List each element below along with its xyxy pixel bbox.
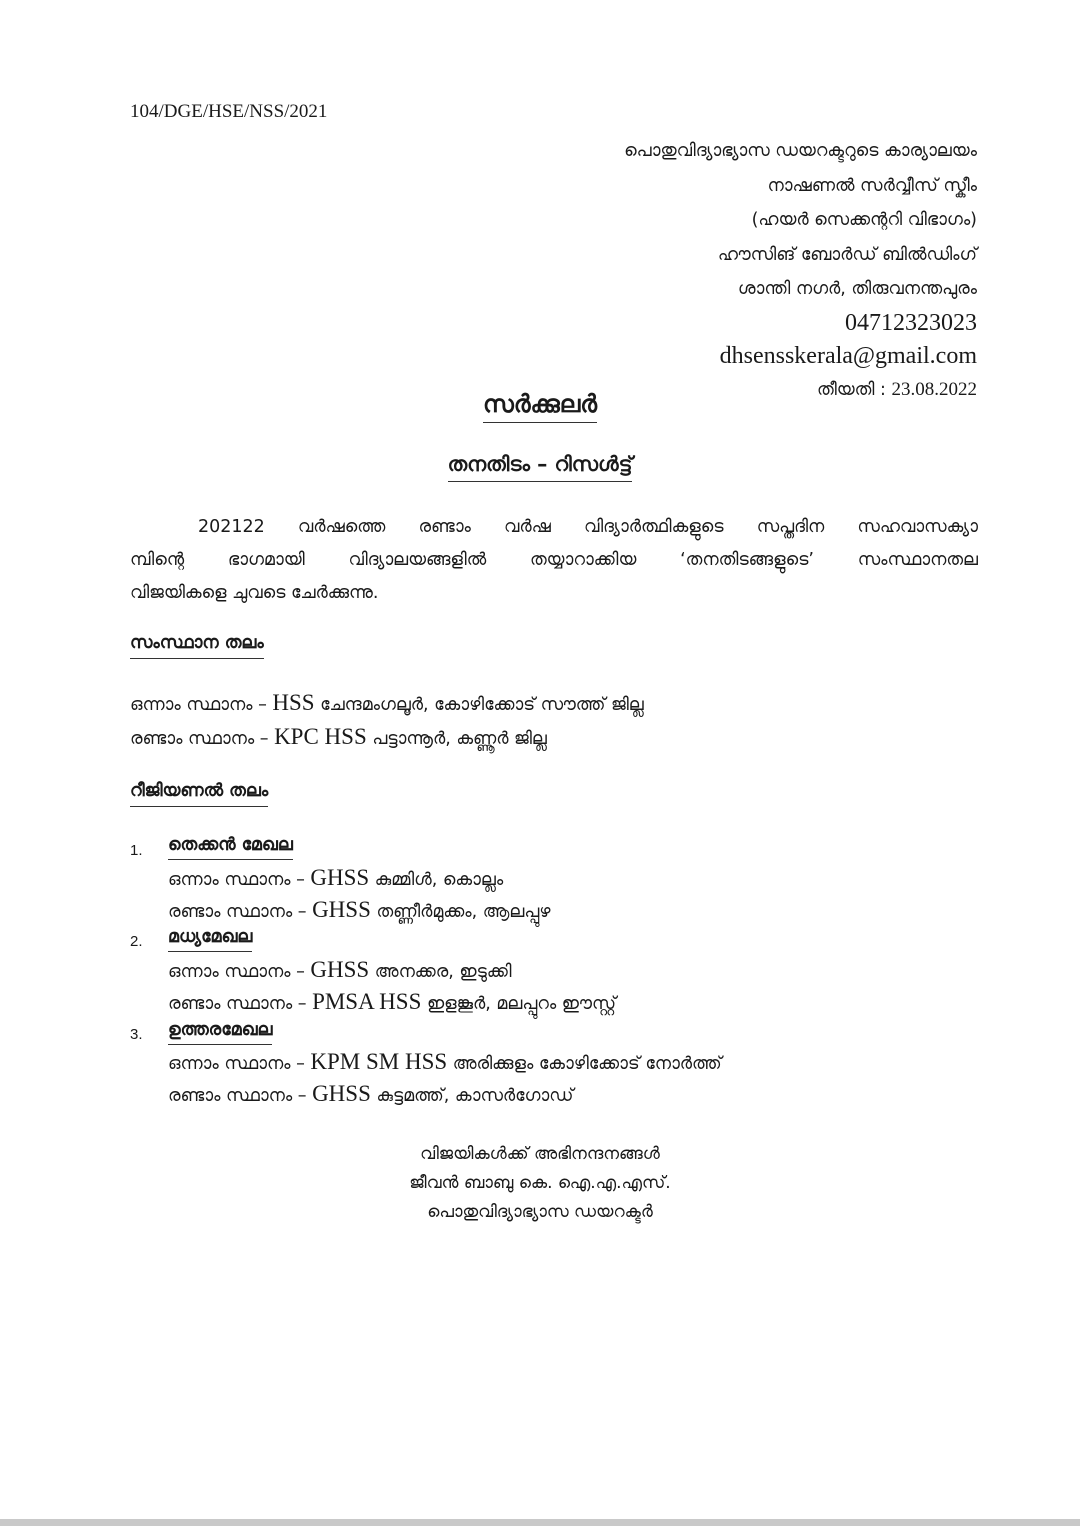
body-line-1: 202122 വർഷത്തെ രണ്ടാം വർഷ വിദ്യാർത്ഥികളുടെ സപ്തദിന സഹവാസക്യാ [198, 517, 978, 537]
region-first-school: GHSS [310, 957, 370, 982]
region-first-place [168, 862, 503, 896]
congratulations-line: വിജയികൾക്ക് അഭിനന്ദനങ്ങൾ [420, 1144, 660, 1164]
address-line-5: ശാന്തി നഗർ, തിരുവനന്തപുരം [737, 279, 977, 299]
reference-number: 104/DGE/HSE/NSS/2021 [130, 101, 328, 122]
region-first-school: KPM SM HSS [310, 1049, 448, 1074]
region-first-label: ഒന്നാം സ്ഥാനം – [168, 962, 311, 982]
region-name: മധ്യമേഖല [168, 927, 252, 952]
region-second-location: തണ്ണീർമുക്കം, ആലപ്പുഴ [370, 902, 551, 922]
signature-block [0, 1140, 1080, 1227]
region-second-school: GHSS [312, 897, 371, 922]
state-first-school: HSS [272, 690, 315, 715]
document-subtitle: തനതിടം – റിസൾട്ട് [448, 452, 633, 482]
region-first-place [168, 1046, 722, 1080]
document-subtitle-wrap [0, 452, 1080, 482]
region-second-label: രണ്ടാം സ്ഥാനം – [168, 1086, 313, 1106]
state-first-location: ചേന്ദമംഗലൂർ, കോഴിക്കോട് സൗത്ത് ജില്ല [314, 695, 644, 715]
address-line-4: ഹൗസിങ് ബോർഡ് ബിൽഡിംഗ് [717, 244, 977, 265]
region-first-label: ഒന്നാം സ്ഥാനം – [168, 870, 311, 890]
region-second-school: GHSS [312, 1081, 371, 1106]
office-address [624, 134, 977, 407]
region-second-location: ഇളങ്കൂർ, മലപ്പുറം ഈസ്റ്റ് [421, 994, 617, 1014]
body-paragraph [130, 511, 978, 610]
state-first-place [130, 686, 644, 722]
region-number: 2. [130, 933, 143, 950]
state-second-label: രണ്ടാം സ്ഥാനം – [130, 729, 275, 749]
region-second-label: രണ്ടാം സ്ഥാനം – [168, 994, 313, 1014]
region-first-location: അരിക്കുളം കോഴിക്കോട് നോർത്ത് [447, 1054, 722, 1074]
region-first-location: അനക്കര, ഇടുക്കി [369, 962, 512, 982]
address-line-1: പൊതുവിദ്യാഭ്യാസ ഡയറക്ടറുടെ കാര്യാലയം [624, 141, 977, 161]
address-line-2: നാഷണൽ സർവ്വീസ് സ്കീം [767, 175, 977, 196]
regional-level-heading: റീജിയണൽ തലം [130, 781, 268, 807]
email-address: dhsensskerala@gmail.com [719, 342, 977, 369]
phone-number: 04712323023 [845, 309, 977, 336]
region-second-school: PMSA HSS [312, 989, 422, 1014]
region-second-location: കുട്ടമത്ത്, കാസർഗോഡ് [370, 1086, 574, 1106]
region-second-place [168, 894, 551, 928]
state-second-location: പട്ടാന്നൂർ, കണ്ണൂർ ജില്ല [366, 729, 547, 749]
date-value: 23.08.2022 [891, 378, 977, 400]
region-name: ഉത്തരമേഖല [168, 1020, 272, 1045]
date-label: തീയതി : [817, 379, 892, 400]
page-bottom-edge [0, 1519, 1080, 1526]
signatory-designation: പൊതുവിദ്യാഭ്യാസ ഡയറക്ടർ [427, 1202, 653, 1222]
region-first-place [168, 954, 512, 988]
body-line-2: മ്പിന്റെ ഭാഗമായി വിദ്യാലയങ്ങളിൽ തയ്യാറാക്കിയ ‘തനതിടങ്ങളുടെ’ സംസ്ഥാനതല [130, 550, 978, 570]
state-second-school: KPC HSS [274, 724, 367, 749]
state-level-heading: സംസ്ഥാന തലം [130, 633, 264, 659]
address-line-3: (ഹയർ സെക്കന്ററി വിഭാഗം) [751, 210, 977, 230]
region-first-label: ഒന്നാം സ്ഥാനം – [168, 1054, 311, 1074]
body-line-3: വിജയികളെ ചുവടെ ചേർക്കുന്നു. [130, 583, 379, 603]
region-name: തെക്കൻ മേഖല [168, 835, 293, 860]
region-second-place [168, 1078, 573, 1112]
signatory-name: ജീവൻ ബാബു കെ. ഐ.എ.എസ്. [409, 1173, 671, 1193]
document-title: സർക്കുലർ [483, 390, 597, 423]
region-second-place [168, 986, 616, 1020]
state-first-label: ഒന്നാം സ്ഥാനം – [130, 695, 273, 715]
region-number: 3. [130, 1026, 143, 1043]
region-number: 1. [130, 842, 143, 859]
region-first-school: GHSS [310, 865, 370, 890]
region-first-location: കുമ്മിൾ, കൊല്ലം [369, 870, 504, 890]
document-title-wrap [0, 390, 1080, 423]
state-second-place [130, 720, 547, 756]
region-second-label: രണ്ടാം സ്ഥാനം – [168, 902, 313, 922]
